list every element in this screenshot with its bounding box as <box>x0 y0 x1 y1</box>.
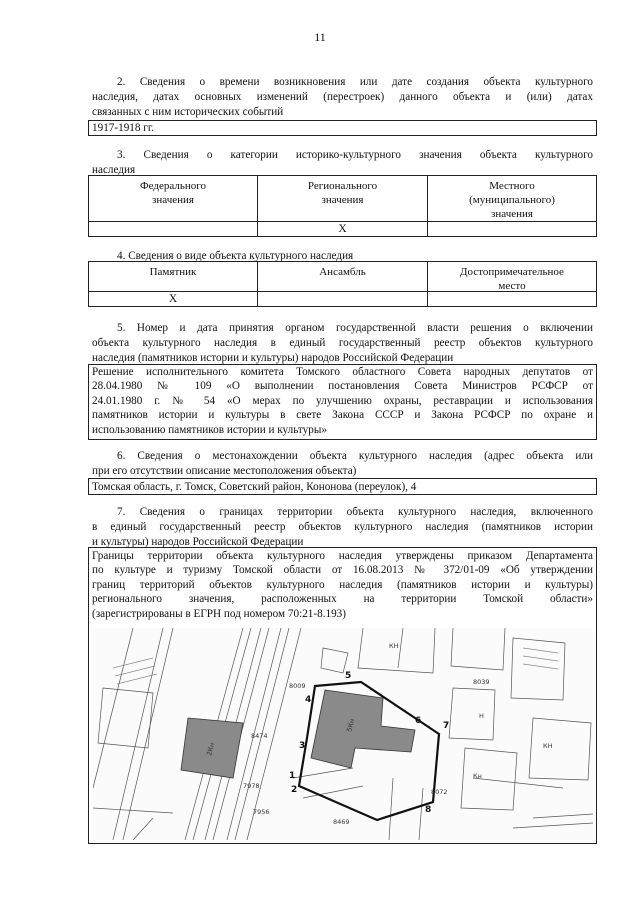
map-label-6: КН <box>543 742 553 750</box>
section-6-value-box <box>88 478 597 495</box>
map-label-9: 8009 <box>289 682 306 690</box>
category-header-local: Местного (муниципального) значения <box>427 175 597 222</box>
type-value-landmark <box>427 291 597 307</box>
category-table <box>88 175 597 237</box>
map-point-5: 5 <box>345 671 352 681</box>
map-label-8: 8039 <box>473 678 490 686</box>
section-5-line-2: объекта культурного наследия в единый государственный реестр объектов культурного <box>92 337 593 349</box>
map-label-5: Кн <box>473 772 482 780</box>
section-5-line-3: наследия (памятников истории и культуры) народов Российской Федерации <box>92 352 454 364</box>
section-2-value-box <box>88 120 597 136</box>
map-point-8: 8 <box>425 805 432 815</box>
page-number: 11 <box>314 30 326 44</box>
section-5-value-box <box>88 364 597 440</box>
map-label-3: КН <box>389 642 399 650</box>
section-7-value-line-3: границ территорий объектов культурного наследия (памятников истории и культуры) <box>92 578 593 591</box>
section-7-value-line-4: регионального значения, расположенных на территории Томской области» <box>92 593 593 606</box>
category-value-federal <box>88 221 258 237</box>
category-value-local <box>427 221 597 237</box>
type-header-monument: Памятник <box>88 261 258 292</box>
section-7-line-3: и культуры) народов Российской Федерации <box>92 536 304 548</box>
section-5-value-line-5: использованию памятников истории и культуры» <box>92 423 327 436</box>
section-3-line-2: наследия <box>92 164 136 176</box>
section-6-value: Томская область, г. Томск, Советский район, Кононова (переулок), 4 <box>92 481 417 493</box>
map-point-4: 4 <box>305 695 312 705</box>
section-5-value-line-3: 24.01.1980 г. № 54 «О мерах по улучшению охраны, реставрации и использования <box>92 394 593 407</box>
section-7-value-box <box>88 547 597 844</box>
section-5-value-line-1: Решение исполнительного комитета Томского областного Совета народных депутатов от <box>92 366 593 378</box>
map-point-7: 7 <box>443 721 450 731</box>
section-7-value-line-1: Границы территории объекта культурного наследия утверждены приказом Департамента <box>92 550 593 562</box>
boundary-map <box>93 628 593 840</box>
section-2-value: 1917-1918 гг. <box>92 122 154 134</box>
section-5-line-1: 5. Номер и дата принятия органом государственной власти решения о включении <box>117 322 593 334</box>
type-table <box>88 261 597 307</box>
map-point-6: 6 <box>415 716 422 726</box>
type-header-ensemble: Ансамбль <box>257 261 428 292</box>
section-2-line-3: связанных с ним исторических событий <box>92 106 284 118</box>
category-header-regional: Регионального значения <box>257 175 428 222</box>
type-header-landmark: Достопримечательное место <box>427 261 597 292</box>
section-6-line-1: 6. Сведения о местонахождении объекта культурного наследия (адрес объекта или <box>117 450 593 462</box>
section-7-line-2: в единый государственный реестр объектов культурного наследия (памятников истории <box>92 521 593 533</box>
type-value-ensemble <box>257 291 428 307</box>
type-value-monument: Х <box>88 291 258 307</box>
section-2-line-2: наследия, датах основных изменений (перестроек) данного объекта и (или) датах <box>92 91 593 103</box>
map-label-7: 8072 <box>431 788 448 796</box>
map-label-10: 8469 <box>333 818 350 826</box>
section-4-title: 4. Сведения о виде объекта культурного наследия <box>117 250 354 262</box>
map-label-4: Н <box>479 712 484 720</box>
section-6-line-2: при его отсутствии описание местоположения объекта) <box>92 465 357 477</box>
section-3-line-1: 3. Сведения о категории историко-культурного значения объекта культурного <box>117 149 593 161</box>
map-point-1: 1 <box>289 771 296 781</box>
map-label-11: 8474 <box>251 732 268 740</box>
map-point-3: 3 <box>299 741 306 751</box>
map-label-2: 5Кн <box>345 717 357 733</box>
section-5-value-line-2: 28.04.1980 № 109 «О выполнении постановления Совета Министров РСФСР от <box>92 380 593 393</box>
section-7-value-line-5: (зарегистрированы в ЕГРН под номером 70:21-8.193) <box>92 607 347 620</box>
map-label-1: 2Кн <box>205 741 217 757</box>
map-label-12: 7978 <box>243 782 260 790</box>
category-value-regional: Х <box>257 221 428 237</box>
section-7-line-1: 7. Сведения о границах территории объекта культурного наследия, включенного <box>117 506 593 518</box>
map-point-2: 2 <box>291 785 298 795</box>
section-7-value-line-2: по культуре и туризму Томской области от 16.08.2013 № 372/01-09 «Об утверждении <box>92 564 593 577</box>
category-header-federal: Федерального значения <box>88 175 258 222</box>
section-5-value-line-4: памятников истории и культуры в свете Закона СССР и Закона РСФСР по охране и <box>92 409 593 422</box>
map-label-13: 7956 <box>253 808 270 816</box>
section-2-line-1: 2. Сведения о времени возникновения или дате создания объекта культурного <box>117 76 593 88</box>
